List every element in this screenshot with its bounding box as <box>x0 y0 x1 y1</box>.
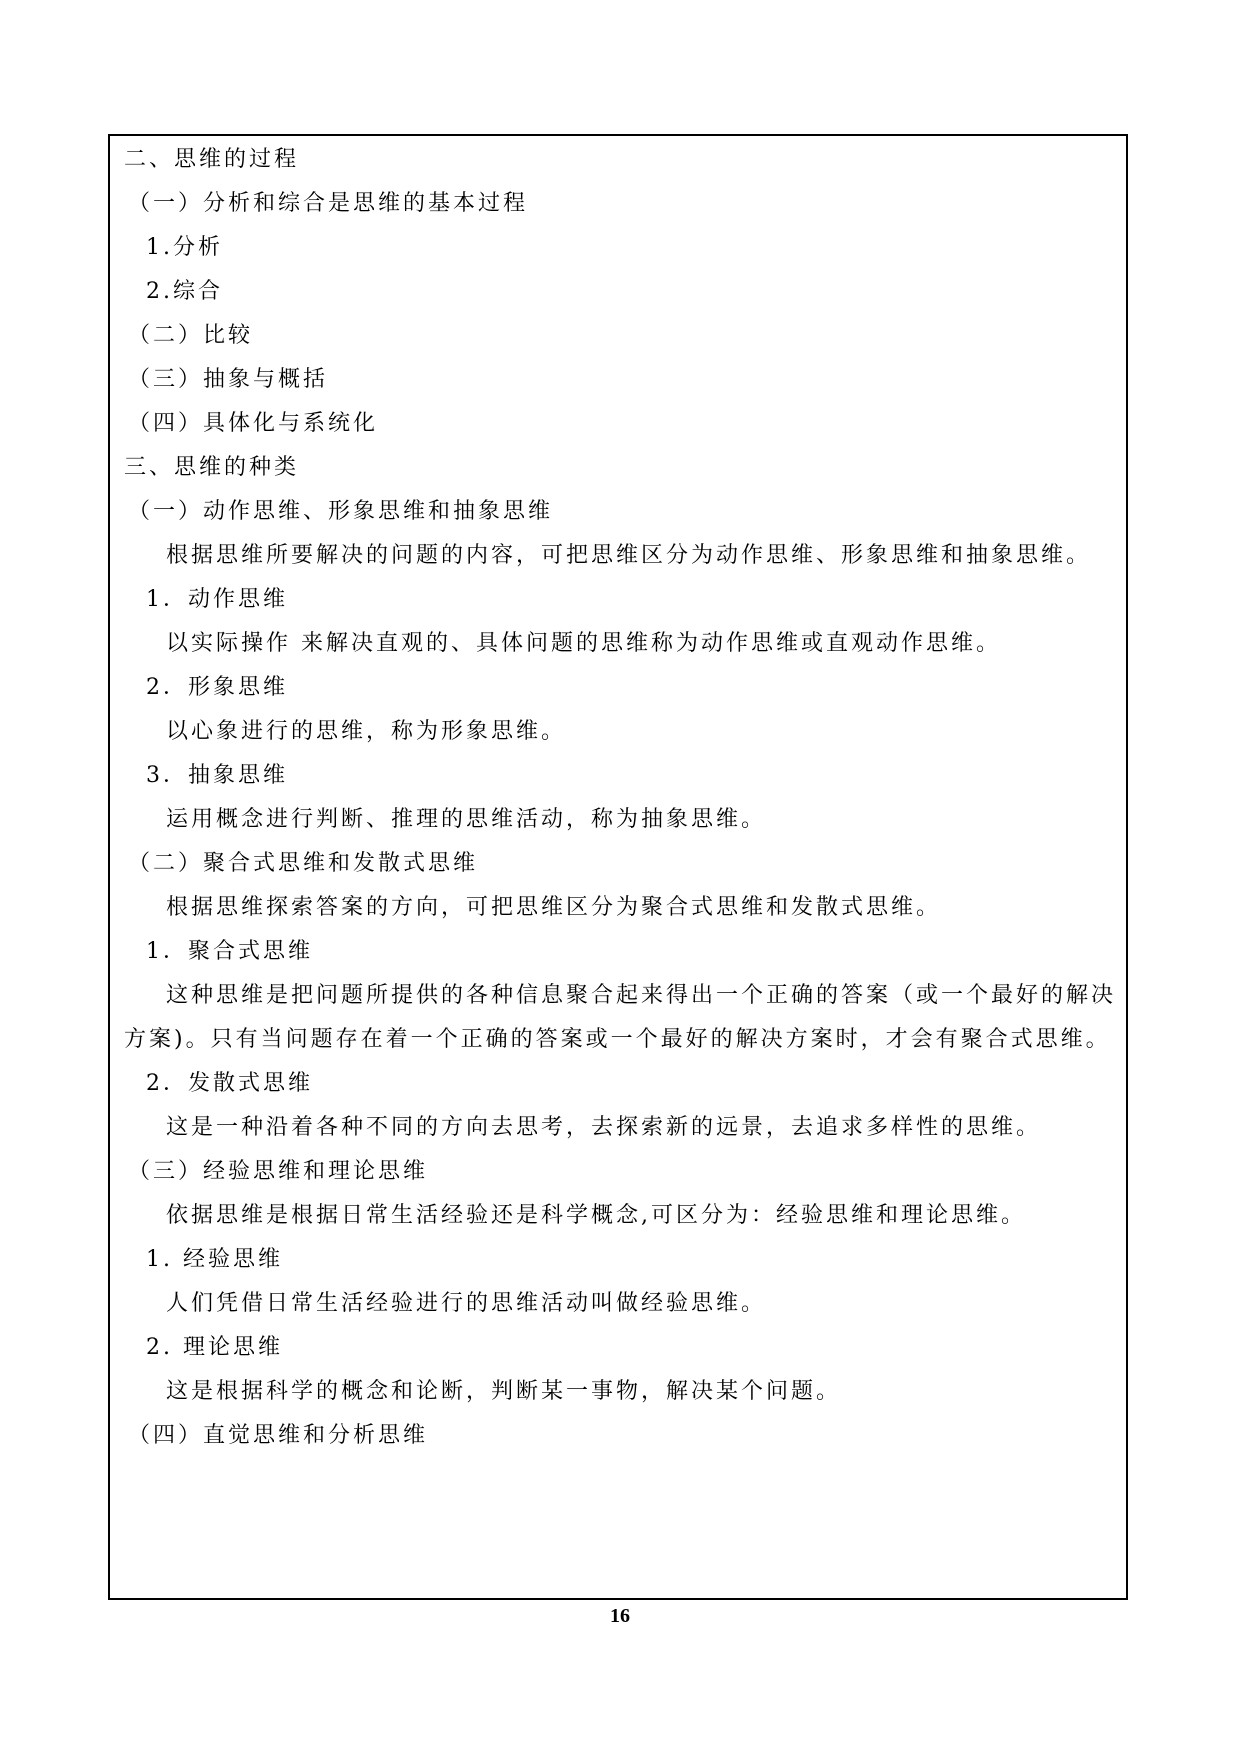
page-number: 16 <box>610 1605 630 1627</box>
item-heading: 2.综合 <box>146 279 223 304</box>
item-heading: 2．发散式思维 <box>146 1071 313 1096</box>
item-heading: 3．抽象思维 <box>146 763 288 788</box>
subsection-heading: （一）动作思维、形象思维和抽象思维 <box>128 499 554 524</box>
paragraph: 这种思维是把问题所提供的各种信息聚合起来得出一个正确的答案（或一个最好的解决 <box>166 983 1117 1008</box>
paragraph: 以心象进行的思维，称为形象思维。 <box>166 719 567 744</box>
paragraph: 运用概念进行判断、推理的思维活动，称为抽象思维。 <box>166 807 767 832</box>
subsection-heading: （二）聚合式思维和发散式思维 <box>128 851 479 876</box>
paragraph: 这是一种沿着各种不同的方向去思考，去探索新的远景，去追求多样性的思维。 <box>166 1115 1042 1140</box>
paragraph: 这是根据科学的概念和论断，判断某一事物，解决某个问题。 <box>166 1379 842 1404</box>
paragraph-continuation: 方案)。只有当问题存在着一个正确的答案或一个最好的解决方案时，才会有聚合式思维。 <box>124 1027 1111 1052</box>
paragraph: 以实际操作 来解决直观的、具体问题的思维称为动作思维或直观动作思维。 <box>166 631 1001 656</box>
paragraph: 人们凭借日常生活经验进行的思维活动叫做经验思维。 <box>166 1291 767 1316</box>
item-heading: 2. 理论思维 <box>146 1335 283 1360</box>
item-heading: 1．动作思维 <box>146 587 288 612</box>
subsection-heading: （一）分析和综合是思维的基本过程 <box>128 191 529 216</box>
item-heading: 1．聚合式思维 <box>146 939 313 964</box>
paragraph: 依据思维是根据日常生活经验还是科学概念,可区分为：经验思维和理论思维。 <box>166 1203 1026 1228</box>
paragraph: 根据思维探索答案的方向，可把思维区分为聚合式思维和发散式思维。 <box>166 895 942 920</box>
item-heading: 1.分析 <box>146 235 223 260</box>
item-heading: 2．形象思维 <box>146 675 288 700</box>
section-heading: 二、思维的过程 <box>124 147 300 172</box>
subsection-heading: （三）经验思维和理论思维 <box>128 1159 429 1184</box>
subsection-heading: （三）抽象与概括 <box>128 367 329 392</box>
paragraph: 根据思维所要解决的问题的内容，可把思维区分为动作思维、形象思维和抽象思维。 <box>166 543 1092 568</box>
content-frame <box>108 134 1128 1600</box>
subsection-heading: （四）具体化与系统化 <box>128 411 379 436</box>
subsection-heading: （二）比较 <box>128 323 254 348</box>
item-heading: 1. 经验思维 <box>146 1247 283 1272</box>
section-heading: 三、思维的种类 <box>124 455 300 480</box>
subsection-heading: （四）直觉思维和分析思维 <box>128 1423 429 1448</box>
